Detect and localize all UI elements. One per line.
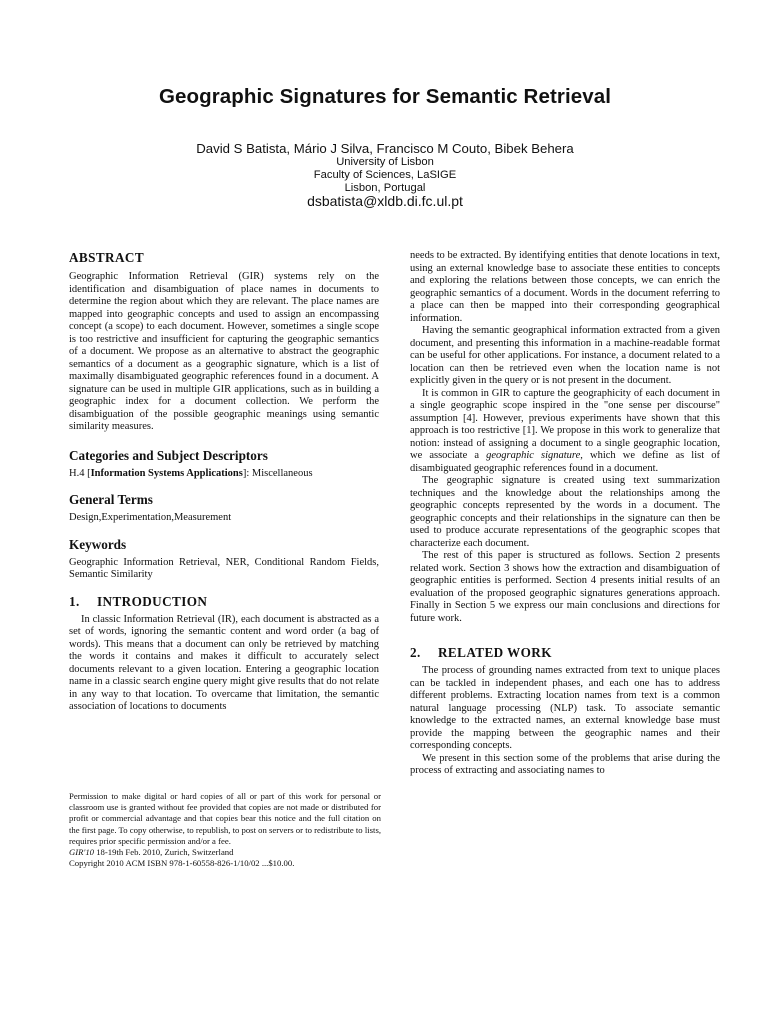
general-terms-heading: General Terms	[69, 492, 153, 507]
intro-continued-3: It is common in GIR to capture the geographicity of each document in a single geographic scope inspired in the "one sense per discourse" assumption [4]. However, previous experiments have shown that this approach is too restrictive [1]. We propose in this work to generalize that notion: instead of assigning a document to a single geographic location, we associate a geographic signature, which we define as list of disambiguated geographic references found in a document.	[410, 387, 720, 474]
intro-continued-1: needs to be extracted. By identifying entities that denote locations in text, using an external knowledge base to associate these entities to concepts and exploring the relations between those concepts, we can enrich the geographic semantics of a document. Words in the document referring to a place can then be mapped into their corresponding geographical information.	[410, 250, 720, 324]
author-list: David S Batista, Mário J Silva, Francisco M Couto, Bibek Behera	[196, 141, 574, 156]
permission-notice	[69, 791, 381, 869]
right-column	[410, 250, 720, 778]
keywords-heading: Keywords	[69, 536, 127, 552]
left-column	[69, 250, 379, 714]
affiliation-city: Lisbon, Portugal	[344, 182, 426, 194]
intro-continued-5: The rest of this paper is structured as follows. Section 2 presents related work. Section 3 shows how the extraction and disambiguation of geographic entities is performed. Section 4 presents initial results of an evaluation of the proposed geographic signatures generations approach. Finally in Section 5 we express our main conclusions and directions for future work.	[410, 550, 720, 624]
venue-line: GIR'10 18-19th Feb. 2010, Zurich, Switzerland	[69, 847, 234, 858]
permission-text: Permission to make digital or hard copies of all or part of this work for personal or classroom use is granted without fee provided that copies are not made or distributed for profit or commercial advantage and that copies bear this notice and the full citation on the first page. To copy otherwise, to republish, to post on servers or to redistribute to lists, requires prior specific permission and/or a fee.	[69, 791, 381, 846]
categories-heading: Categories and Subject Descriptors	[69, 447, 268, 463]
categories-text: H.4 [Information Systems Applications]: Miscellaneous	[69, 467, 313, 479]
intro-continued-2: Having the semantic geographical information extracted from a given document, and presenting this information in a machine-readable format can be useful for other applications. For instance, a document related to a location can then be retrieved even when the location name is not explicitly given in the query or is not present in the document.	[410, 325, 720, 386]
affiliation-faculty: Faculty of Sciences, LaSIGE	[313, 169, 457, 181]
paper-title: Geographic Signatures for Semantic Retrieval	[158, 85, 612, 108]
affiliation-university: University of Lisbon	[336, 156, 434, 168]
related-work-text-1: The process of grounding names extracted from text to unique places can be tackled in independent phases, and each one has to address different problems. Extracting location names from text is a common natural language processing (NLP) task. To associate semantic knowledge to the extracted names, an external knowledge base must provide the mapping between the geographic names and their corresponding concepts.	[410, 665, 720, 751]
copyright-line: Copyright 2010 ACM ISBN 978-1-60558-826-1/10/02 ...$10.00.	[69, 858, 295, 869]
author-email: dsbatista@xldb.di.fc.ul.pt	[307, 193, 463, 209]
keywords-text: Geographic Information Retrieval, NER, Conditional Random Fields, Semantic Similarity	[69, 556, 379, 580]
related-work-heading: 2. RELATED WORK	[410, 645, 552, 660]
introduction-text: In classic Information Retrieval (IR), each document is abstracted as a set of words, ignoring the semantic content and word order (a bag of words). This means that a document can only be retrieved by matching the words it contains and makes it difficult to accurately select documents relevant to a given location. Entering a geographic location name in a classic search engine query might give results that do not relate in any way to that location. To overcame that limitation, the semantic association of locations to documents	[69, 613, 379, 712]
introduction-heading: 1. INTRODUCTION	[69, 593, 208, 609]
intro-continued-4: The geographic signature is created using text summarization techniques and the knowledge about the relationships among the geographic concepts represented by the words in a document. The geographic concepts and their relationships in the signature can then be used to produce accurate representations of the geographic scopes that characterize each document.	[410, 475, 720, 549]
abstract-text: Geographic Information Retrieval (GIR) systems rely on the identification and disambiguation of place names in documents to determine the region about which they are relevant. The place names are mapped into geographic concepts and used to assign an encompassing concept (a scope) to each document. However, sometimes a single scope is too restrictive and insufficient for capturing the geographic semantics of a document. We propose as an alternative to abstract the geographic semantics of a document as a geographic signature, which is a list of maximally disambiguated geographic references found in a document. A signature can be used in multiple GIR applications, such as in building a geographic index for a document collection. We perform the disambiguation of the possible geographic meanings using semantic similarity measures.	[69, 271, 379, 432]
abstract-heading: ABSTRACT	[69, 250, 145, 265]
general-terms-text: Design,Experimentation,Measurement	[69, 512, 232, 523]
related-work-text-2: We present in this section some of the problems that arise during the process of extracting and associating names to	[410, 752, 720, 776]
